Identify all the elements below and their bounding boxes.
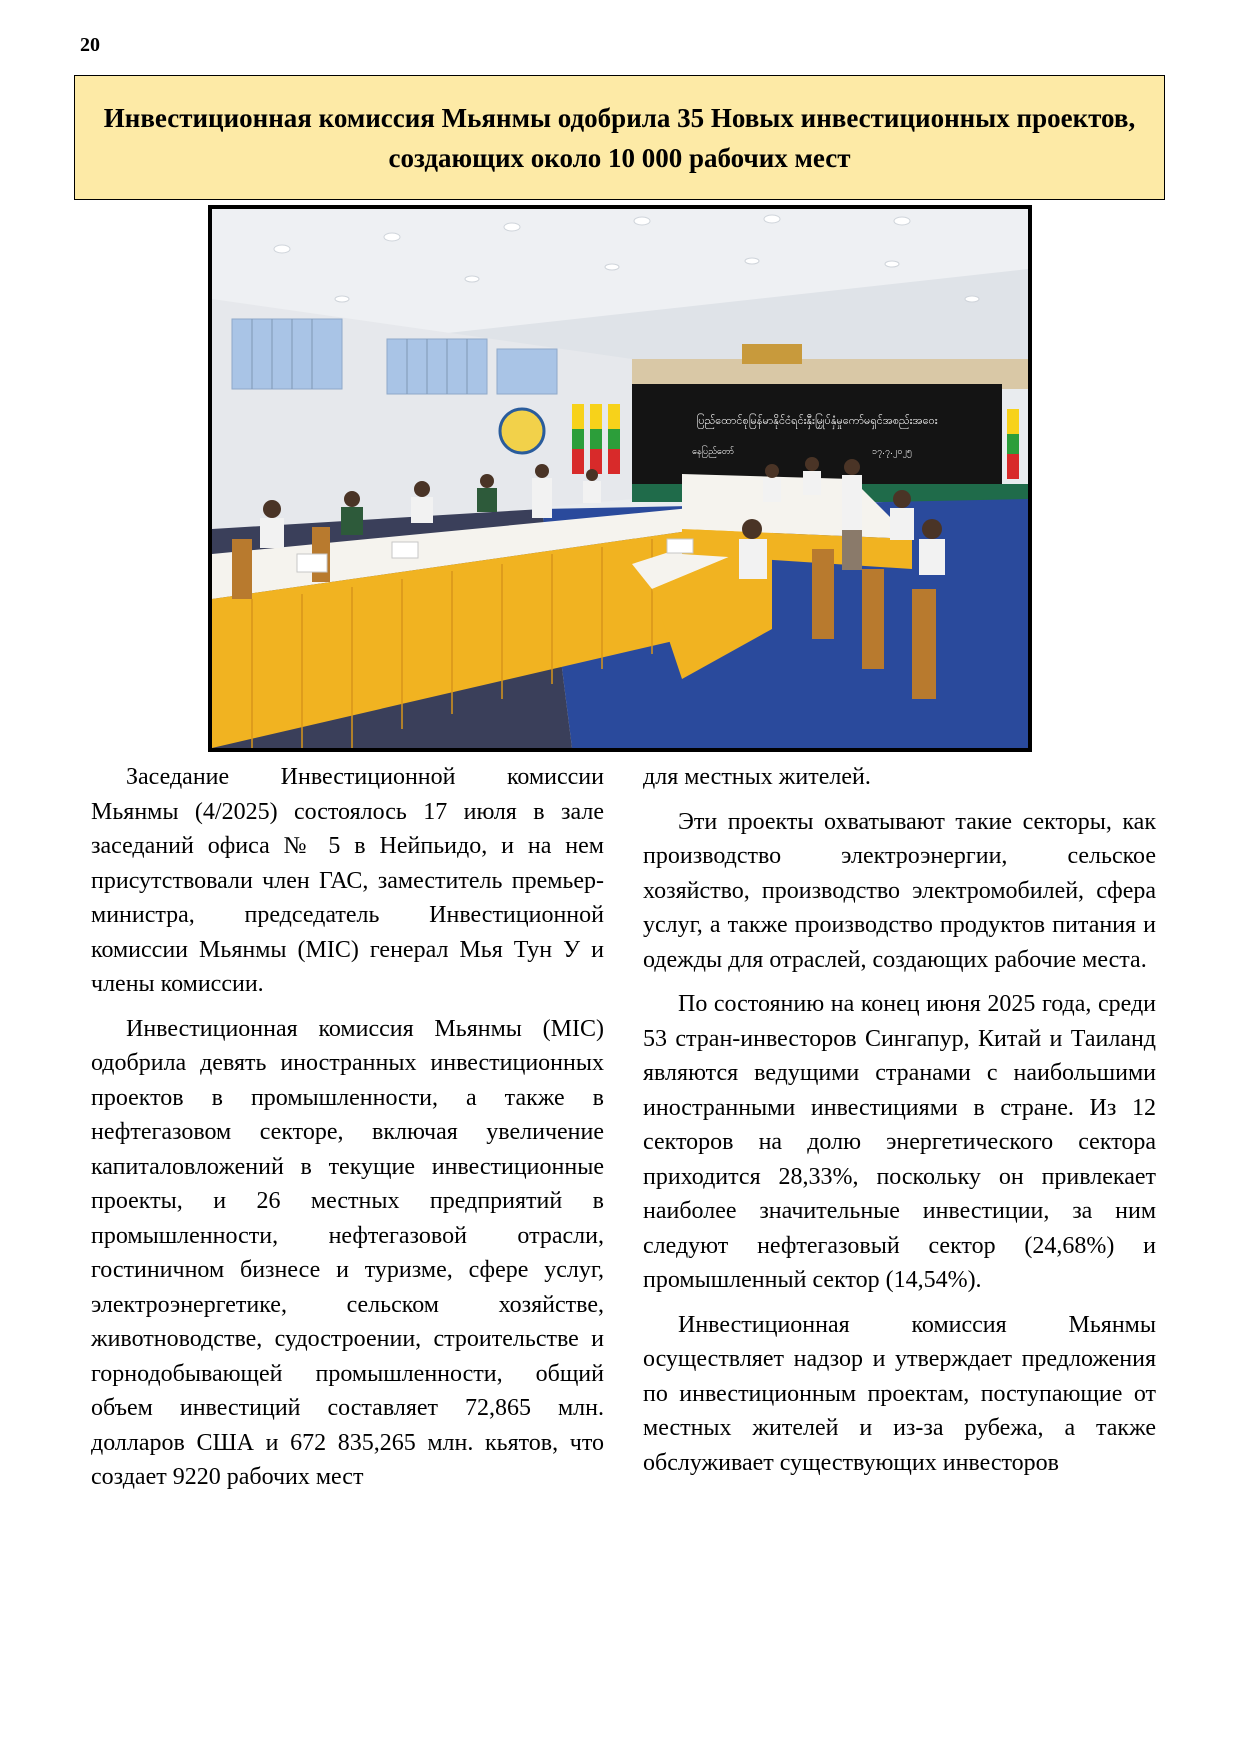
headline-box [74, 75, 1165, 200]
banner-title: ပြည်ထောင်စုမြန်မာနိုင်ငံရင်းနှီးမြှုပ်နှံမှုကော်မရှင်အစည်းအဝေး [696, 414, 938, 427]
headline: Инвестиционная комиссия Мьянмы одобрила 35 Новых инвестиционных проектов, создающих около 10 000 рабочих мест [103, 102, 1136, 173]
page-number: 20 [80, 34, 100, 56]
meeting-hall-illustration [212, 209, 1028, 748]
paragraph: Инвестиционная комиссия Мьянмы осуществляет надзор и утверждает предложения по инвестиционным проектам, поступающие от местных жителей и из-за рубежа, а также обслуживает существующих инвесторов [643, 1311, 1156, 1476]
paragraph: для местных жителей. [643, 764, 871, 790]
paragraph: Эти проекты охватывают такие секторы, как производство электроэнергии, сельское хозяйство, производство электромобилей, сфера услуг, а также производство продуктов питания и одежды для отраслей, создающих рабочие места. [643, 808, 1156, 973]
paragraph: Инвестиционная комиссия Мьянмы (MIC) одобрила девять иностранных инвестиционных проектов в промышленности, а также в нефтегазовом секторе, включая увеличение капиталовложений в текущие инвестиционные проекты, и 26 местных предприятий в промышленности, нефтегазовой отрасли, гостиничном бизнесе и туризме, сфере услуг, электроэнергетике, сельском хозяйстве, животноводстве, судостроении, строительстве и горнодобывающей промышленности, общий объем инвестиций составляет 72,865 млн. долларов США и 672 835,265 млн. кьятов, что создает 9220 рабочих мест [91, 1015, 604, 1490]
meeting-photo [208, 205, 1032, 752]
right-column [643, 760, 1156, 1490]
banner-location: နေပြည်တော် [692, 447, 735, 457]
banner-date: ၁၇.၇.၂၀၂၅ [872, 447, 912, 457]
left-column [91, 760, 604, 1505]
paragraph: По состоянию на конец июня 2025 года, среди 53 стран-инвесторов Сингапур, Китай и Таиланд являются ведущими странами с наибольшими иностранными инвестициями в стране. Из 12 секторов на долю энергетического сектора приходится 28,33%, поскольку он привлекает наиболее значительные инвестиции, за ним следуют нефтегазовый сектор (24,68%) и промышленный сектор (14,54%). [643, 991, 1156, 1293]
paragraph: Заседание Инвестиционной комиссии Мьянмы (4/2025) состоялось 17 июля в зале заседаний офиса № 5 в Нейпьидо, и на нем присутствовали член ГАС, заместитель премьер-министра, председатель Инвестиционной комиссии Мьянмы (MIC) генерал Мья Тун У и члены комиссии. [91, 764, 604, 997]
